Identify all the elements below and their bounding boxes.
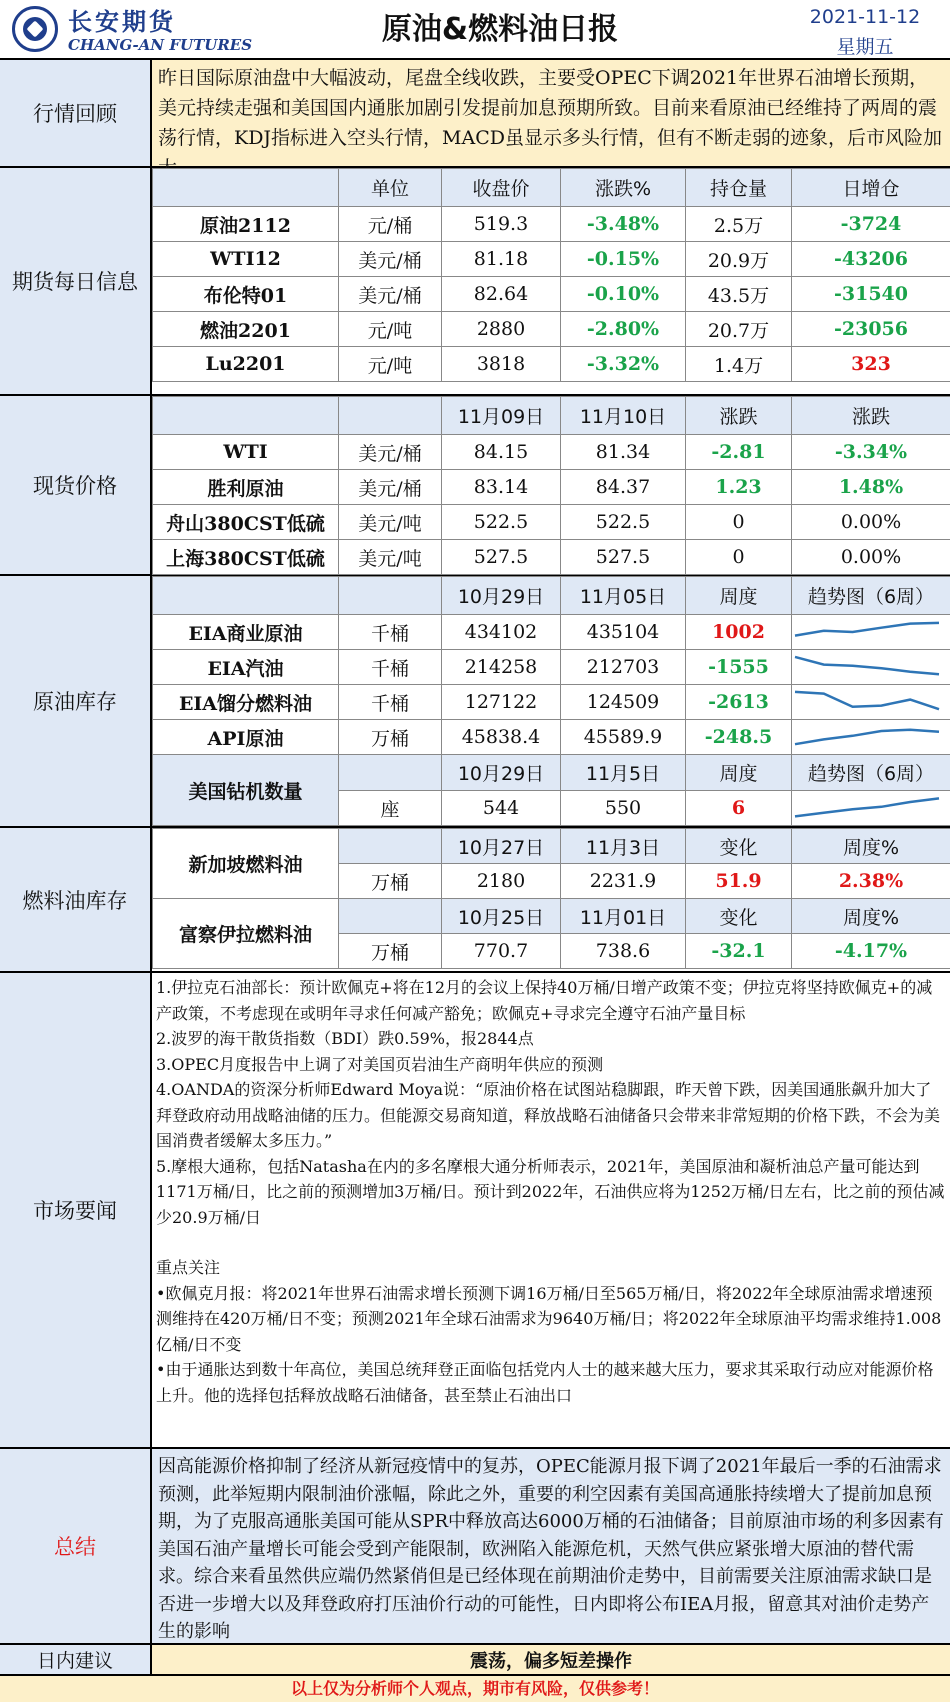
news-item: 2.波罗的海干散货指数（BDI）跌0.59%，报2844点 <box>156 1029 534 1048</box>
futures-doi: -3724 <box>792 207 950 242</box>
rig-d1: 544 <box>442 791 561 826</box>
futures-label: 期货每日信息 <box>0 168 152 394</box>
table-row <box>153 685 950 720</box>
sg-d1: 2180 <box>442 864 561 899</box>
spot-header-pct: 涨跌 <box>792 397 950 435</box>
futures-header-unit: 单位 <box>339 169 442 207</box>
rig-header-weekly: 周度 <box>686 755 792 791</box>
futures-header-close: 收盘价 <box>442 169 561 207</box>
inv-name: EIA商业原油 <box>153 615 339 650</box>
spot-unit: 美元/吨 <box>339 540 442 575</box>
futures-doi: 323 <box>792 347 950 382</box>
inv-unit: 千桶 <box>339 650 442 685</box>
news-section <box>0 973 950 1449</box>
spot-d1: 522.5 <box>442 505 561 540</box>
logo-english-name: CHANG-AN FUTURES <box>68 36 253 54</box>
inv-d1: 127122 <box>442 685 561 720</box>
spot-change: 1.23 <box>686 470 792 505</box>
spot-header-date2: 11月10日 <box>561 397 686 435</box>
inv-d1: 434102 <box>442 615 561 650</box>
fj-name: 富察伊拉燃料油 <box>153 899 339 969</box>
sg-header-date1: 10月27日 <box>442 829 561 864</box>
focus-item: •由于通胀达到数十年高位，美国总统拜登正面临包括党内人士的越来越大压力，要求其采取行动应对能源价格上升。他的选择包括释放战略石油储备，甚至禁止石油出口 <box>156 1360 934 1405</box>
trend-sparkline-chart <box>792 722 942 752</box>
inv-name: API原油 <box>153 720 339 755</box>
focus-item: •欧佩克月报：将2021年世界石油需求增长预测下调16万桶/日至565万桶/日，将2022年全球原油需求增速预测维持在420万桶/日不变；预测2021年全球石油需求为9640万桶/日；将2022年全球原油平均需求维持1.008亿桶/日不变 <box>156 1283 942 1354</box>
disclaimer-footer: 以上仅为分析师个人观点，期市有风险，仅供参考！ <box>0 1676 950 1702</box>
spot-section <box>0 396 950 576</box>
spot-change: 0 <box>686 540 792 575</box>
inv-d1: 45838.4 <box>442 720 561 755</box>
rig-header-date2: 11月5日 <box>561 755 686 791</box>
market-review-label: 行情回顾 <box>0 60 152 166</box>
focus-title: 重点关注 <box>156 1258 221 1277</box>
inv-d2: 124509 <box>561 685 686 720</box>
spot-d2: 527.5 <box>561 540 686 575</box>
inv-weekly: -1555 <box>686 650 792 685</box>
trend-sparkline-chart <box>792 687 942 717</box>
futures-close: 81.18 <box>442 242 561 277</box>
company-logo-icon <box>12 6 58 52</box>
fj-header-date2: 11月01日 <box>561 899 686 934</box>
report-weekday: 星期五 <box>836 36 894 58</box>
fuel-section <box>0 828 950 973</box>
fuel-table <box>152 828 950 969</box>
spot-pct: -3.34% <box>792 435 950 470</box>
spot-d2: 522.5 <box>561 505 686 540</box>
news-item: 4.OANDA的资深分析师Edward Moya说：“原油价格在试图站稳脚跟，昨天曾下跌，因美国通胀飙升加大了拜登政府动用战略油储的压力。但能源交易商知道，释放战略石油储备只会带来非常短期的价格下跌，不会为美国消费者缓解太多压力。” <box>156 1080 941 1150</box>
futures-close: 82.64 <box>442 277 561 312</box>
advice-label: 日内建议 <box>0 1645 152 1674</box>
sg-unit: 万桶 <box>339 864 442 899</box>
futures-oi: 20.7万 <box>686 312 792 347</box>
futures-name: WTI12 <box>153 242 339 277</box>
sg-header-date2: 11月3日 <box>561 829 686 864</box>
trend-sparkline <box>792 720 950 755</box>
spot-unit: 美元/吨 <box>339 505 442 540</box>
market-review-text: 昨日国际原油盘中大幅波动，尾盘全线收跌，主要受OPEC下调2021年世界石油增长预期，美元持续走强和美国国内通胀加剧引发提前加息预期所致。目前来看原油已经维持了两周的震荡行情，KDJ指标进入空头行情，MACD虽显示多头行情，但有不断走弱的迹象，后市风险加 <box>152 60 950 166</box>
table-row <box>153 615 950 650</box>
inventory-label: 原油库存 <box>0 576 152 826</box>
inv-unit: 千桶 <box>339 615 442 650</box>
futures-unit: 元/吨 <box>339 312 442 347</box>
table-row <box>153 435 950 470</box>
trend-sparkline <box>792 685 950 720</box>
table-row <box>153 720 950 755</box>
trend-sparkline <box>792 615 950 650</box>
trend-line <box>795 798 939 816</box>
rig-header-date1: 10月29日 <box>442 755 561 791</box>
spot-unit: 美元/桶 <box>339 435 442 470</box>
inv-name: EIA汽油 <box>153 650 339 685</box>
inv-weekly: -248.5 <box>686 720 792 755</box>
sg-header-pct: 周度% <box>792 829 950 864</box>
inv-unit: 千桶 <box>339 685 442 720</box>
report-title: 原油&燃料油日报 <box>381 12 619 47</box>
fj-d2: 738.6 <box>561 934 686 969</box>
inv-d2: 212703 <box>561 650 686 685</box>
inv-header-date1: 10月29日 <box>442 577 561 615</box>
table-row <box>153 540 950 575</box>
futures-unit: 元/桶 <box>339 207 442 242</box>
spot-unit: 美元/桶 <box>339 470 442 505</box>
futures-doi: -31540 <box>792 277 950 312</box>
inv-header-blank <box>153 577 339 615</box>
futures-oi: 20.9万 <box>686 242 792 277</box>
spot-label: 现货价格 <box>0 396 152 574</box>
spot-pct: 0.00% <box>792 505 950 540</box>
futures-unit: 美元/桶 <box>339 242 442 277</box>
rig-header-trend: 趋势图（6周） <box>792 755 950 791</box>
fj-header-date1: 10月25日 <box>442 899 561 934</box>
rig-d2: 550 <box>561 791 686 826</box>
futures-name: Lu2201 <box>153 347 339 382</box>
spot-name: 舟山380CST低硫 <box>153 505 339 540</box>
trend-line <box>795 623 939 636</box>
futures-header-change: 涨跌% <box>561 169 686 207</box>
news-label: 市场要闻 <box>0 973 152 1447</box>
spot-d2: 84.37 <box>561 470 686 505</box>
inv-unit: 万桶 <box>339 720 442 755</box>
futures-change: -0.15% <box>561 242 686 277</box>
rig-count-name: 美国钻机数量 <box>153 755 339 826</box>
inv-d1: 214258 <box>442 650 561 685</box>
inv-d2: 435104 <box>561 615 686 650</box>
inv-weekly: -2613 <box>686 685 792 720</box>
spot-pct: 1.48% <box>792 470 950 505</box>
spot-name: 上海380CST低硫 <box>153 540 339 575</box>
inv-weekly: 1002 <box>686 615 792 650</box>
report-date: 2021-11-12 <box>809 6 921 28</box>
futures-name: 布伦特01 <box>153 277 339 312</box>
futures-close: 2880 <box>442 312 561 347</box>
trend-sparkline <box>792 791 950 826</box>
futures-oi: 2.5万 <box>686 207 792 242</box>
trend-sparkline-chart <box>792 652 942 682</box>
sg-header-blank <box>339 829 442 864</box>
spot-d1: 84.15 <box>442 435 561 470</box>
spot-d1: 527.5 <box>442 540 561 575</box>
futures-table <box>152 168 950 382</box>
fuel-label: 燃料油库存 <box>0 828 152 971</box>
sg-name: 新加坡燃料油 <box>153 829 339 899</box>
futures-name: 燃油2201 <box>153 312 339 347</box>
spot-header-blank2 <box>339 397 442 435</box>
inv-header-weekly: 周度 <box>686 577 792 615</box>
futures-section <box>0 168 950 396</box>
table-row <box>153 505 950 540</box>
sg-pct: 2.38% <box>792 864 950 899</box>
rig-unit: 座 <box>339 791 442 826</box>
futures-change: -2.80% <box>561 312 686 347</box>
market-review-section <box>0 60 950 168</box>
table-row <box>153 470 950 505</box>
news-item: 5.摩根大通称，包括Natasha在内的多名摩根大通分析师表示，2021年，美国原油和凝析油总产量可能达到1171万桶/日，比之前的预测增加3万桶/日。预计到2022年，石油供应将为1252万桶/日左右，比之前的预估减少20.9万桶/日 <box>156 1156 945 1227</box>
spot-d1: 83.14 <box>442 470 561 505</box>
fj-header-blank <box>339 899 442 934</box>
table-row <box>153 347 950 382</box>
inv-header-trend: 趋势图（6周） <box>792 577 950 615</box>
spot-name: 胜利原油 <box>153 470 339 505</box>
rig-header-blank <box>339 755 442 791</box>
news-item: 1.伊拉克石油部长：预计欧佩克+将在12月的会议上保持40万桶/日增产政策不变；伊拉克将坚持欧佩克+的减产政策，不考虑现在或明年寻求任何减产豁免；欧佩克+寻求完全遵守石油产量目标 <box>156 978 933 1023</box>
futures-header-doi: 日增仓 <box>792 169 950 207</box>
inv-header-blank2 <box>339 577 442 615</box>
futures-header-oi: 持仓量 <box>686 169 792 207</box>
table-row <box>153 242 950 277</box>
table-row <box>153 312 950 347</box>
futures-oi: 43.5万 <box>686 277 792 312</box>
table-row <box>153 207 950 242</box>
futures-unit: 美元/桶 <box>339 277 442 312</box>
fj-change: -32.1 <box>686 934 792 969</box>
futures-header-blank <box>153 169 339 207</box>
trend-sparkline-chart <box>792 793 942 823</box>
spot-header-change: 涨跌 <box>686 397 792 435</box>
spot-table <box>152 396 950 575</box>
inventory-table <box>152 576 950 826</box>
logo-chinese-name: 长安期货 <box>68 8 176 36</box>
sg-header-change: 变化 <box>686 829 792 864</box>
fj-header-change: 变化 <box>686 899 792 934</box>
rig-weekly: 6 <box>686 791 792 826</box>
sg-d2: 2231.9 <box>561 864 686 899</box>
report-header <box>0 0 950 60</box>
advice-text: 震荡，偏多短差操作 <box>152 1645 950 1674</box>
futures-close: 3818 <box>442 347 561 382</box>
trend-line <box>795 730 939 744</box>
fj-pct: -4.17% <box>792 934 950 969</box>
futures-close: 519.3 <box>442 207 561 242</box>
spot-d2: 81.34 <box>561 435 686 470</box>
table-row <box>153 650 950 685</box>
inv-name: EIA馏分燃料油 <box>153 685 339 720</box>
summary-label: 总结 <box>0 1449 152 1643</box>
news-item: 3.OPEC月度报告中上调了对美国页岩油生产商明年供应的预测 <box>156 1054 604 1074</box>
spot-change: -2.81 <box>686 435 792 470</box>
spot-header-date1: 11月09日 <box>442 397 561 435</box>
sg-change: 51.9 <box>686 864 792 899</box>
spot-change: 0 <box>686 505 792 540</box>
fj-header-pct: 周度% <box>792 899 950 934</box>
fj-d1: 770.7 <box>442 934 561 969</box>
spot-header-blank <box>153 397 339 435</box>
inventory-section <box>0 576 950 828</box>
advice-section <box>0 1645 950 1676</box>
futures-name: 原油2112 <box>153 207 339 242</box>
trend-sparkline-chart <box>792 617 942 647</box>
trend-sparkline <box>792 650 950 685</box>
futures-change: -0.10% <box>561 277 686 312</box>
inv-d2: 45589.9 <box>561 720 686 755</box>
trend-line <box>795 657 939 674</box>
spot-pct: 0.00% <box>792 540 950 575</box>
trend-line <box>795 692 939 709</box>
futures-oi: 1.4万 <box>686 347 792 382</box>
fj-unit: 万桶 <box>339 934 442 969</box>
futures-change: -3.32% <box>561 347 686 382</box>
futures-unit: 元/吨 <box>339 347 442 382</box>
futures-doi: -23056 <box>792 312 950 347</box>
summary-text: 因高能源价格抑制了经济从新冠疫情中的复苏，OPEC能源月报下调了2021年最后一季的石油需求预测，此举短期内限制油价涨幅，除此之外，重要的利空因素有美国高通胀持续增大了提前加息预期，为了克服高通胀美国可能从SPR中释放高达6000万桶的石油储备；目前原油市场的利多因素有美国石油产量增长可能会受到产能限制，欧洲陷入能源危机，天然气供应紧张增大原油的替代需求。综合来看虽然供应端仍然紧俏但是已经体现在前期油价走势中，目前需要关注原油需求缺口是否进一步增大以及拜登政府打压油价行动的可能性，日内即将公布IEA月报，留意其对油价走势产生的影响 <box>152 1449 950 1643</box>
futures-change: -3.48% <box>561 207 686 242</box>
futures-doi: -43206 <box>792 242 950 277</box>
table-row <box>153 277 950 312</box>
news-body <box>152 973 950 1447</box>
summary-section <box>0 1449 950 1645</box>
spot-name: WTI <box>153 435 339 470</box>
inv-header-date2: 11月05日 <box>561 577 686 615</box>
